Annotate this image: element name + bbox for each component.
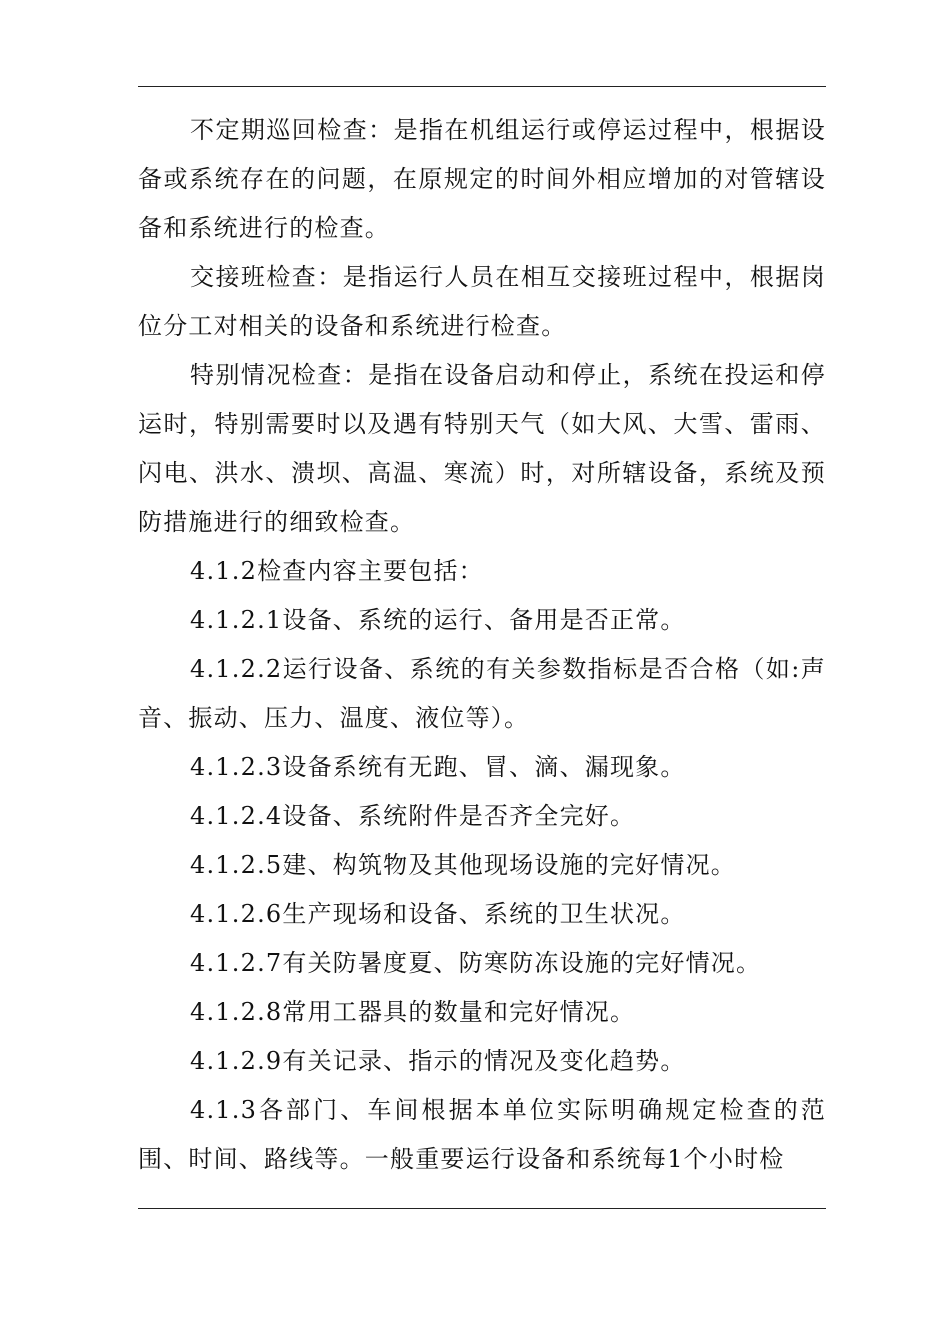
paragraph-4-1-2-7: 4.1.2.7有关防暑度夏、防寒防冻设施的完好情况。: [190, 949, 762, 977]
paragraph-irregular-inspection: 不定期巡回检查：是指在机组运行或停运过程中，根据设备或系统存在的问题，在原规定的时间外相应增加的对管辖设备和系统进行的检查。: [138, 116, 826, 242]
paragraph-4-1-2-6: 4.1.2.6生产现场和设备、系统的卫生状况。: [190, 900, 686, 928]
paragraph-special-condition-inspection: 特别情况检查：是指在设备启动和停止，系统在投运和停运时，特别需要时以及遇有特别天气（如大风、大雪、雷雨、闪电、洪水、溃坝、高温、寒流）时，对所辖设备，系统及预防措施进行的细致检查。: [138, 361, 826, 536]
paragraph-shift-handover-inspection: 交接班检查：是指运行人员在相互交接班过程中，根据岗位分工对相关的设备和系统进行检查。: [138, 263, 826, 340]
paragraph-4-1-2-1: 4.1.2.1设备、系统的运行、备用是否正常。: [190, 606, 686, 634]
paragraph-4-1-2-3: 4.1.2.3设备系统有无跑、冒、滴、漏现象。: [190, 753, 686, 781]
paragraph-4-1-2-4: 4.1.2.4设备、系统附件是否齐全完好。: [190, 802, 636, 830]
paragraph-4-1-2-8: 4.1.2.8常用工器具的数量和完好情况。: [190, 998, 636, 1026]
footer-rule: [138, 1208, 826, 1209]
paragraph-4-1-2-2: 4.1.2.2运行设备、系统的有关参数指标是否合格（如:声音、振动、压力、温度、液位等）。: [138, 655, 826, 732]
document-body: [138, 106, 826, 1184]
header-rule: [138, 86, 826, 87]
paragraph-4-1-2-heading: 4.1.2检查内容主要包括：: [190, 557, 484, 585]
paragraph-4-1-3: 4.1.3各部门、车间根据本单位实际明确规定检查的范围、时间、路线等。一般重要运行设备和系统每1个小时检: [138, 1096, 826, 1173]
paragraph-4-1-2-5: 4.1.2.5建、构筑物及其他现场设施的完好情况。: [190, 851, 736, 879]
paragraph-4-1-2-9: 4.1.2.9有关记录、指示的情况及变化趋势。: [190, 1047, 686, 1075]
